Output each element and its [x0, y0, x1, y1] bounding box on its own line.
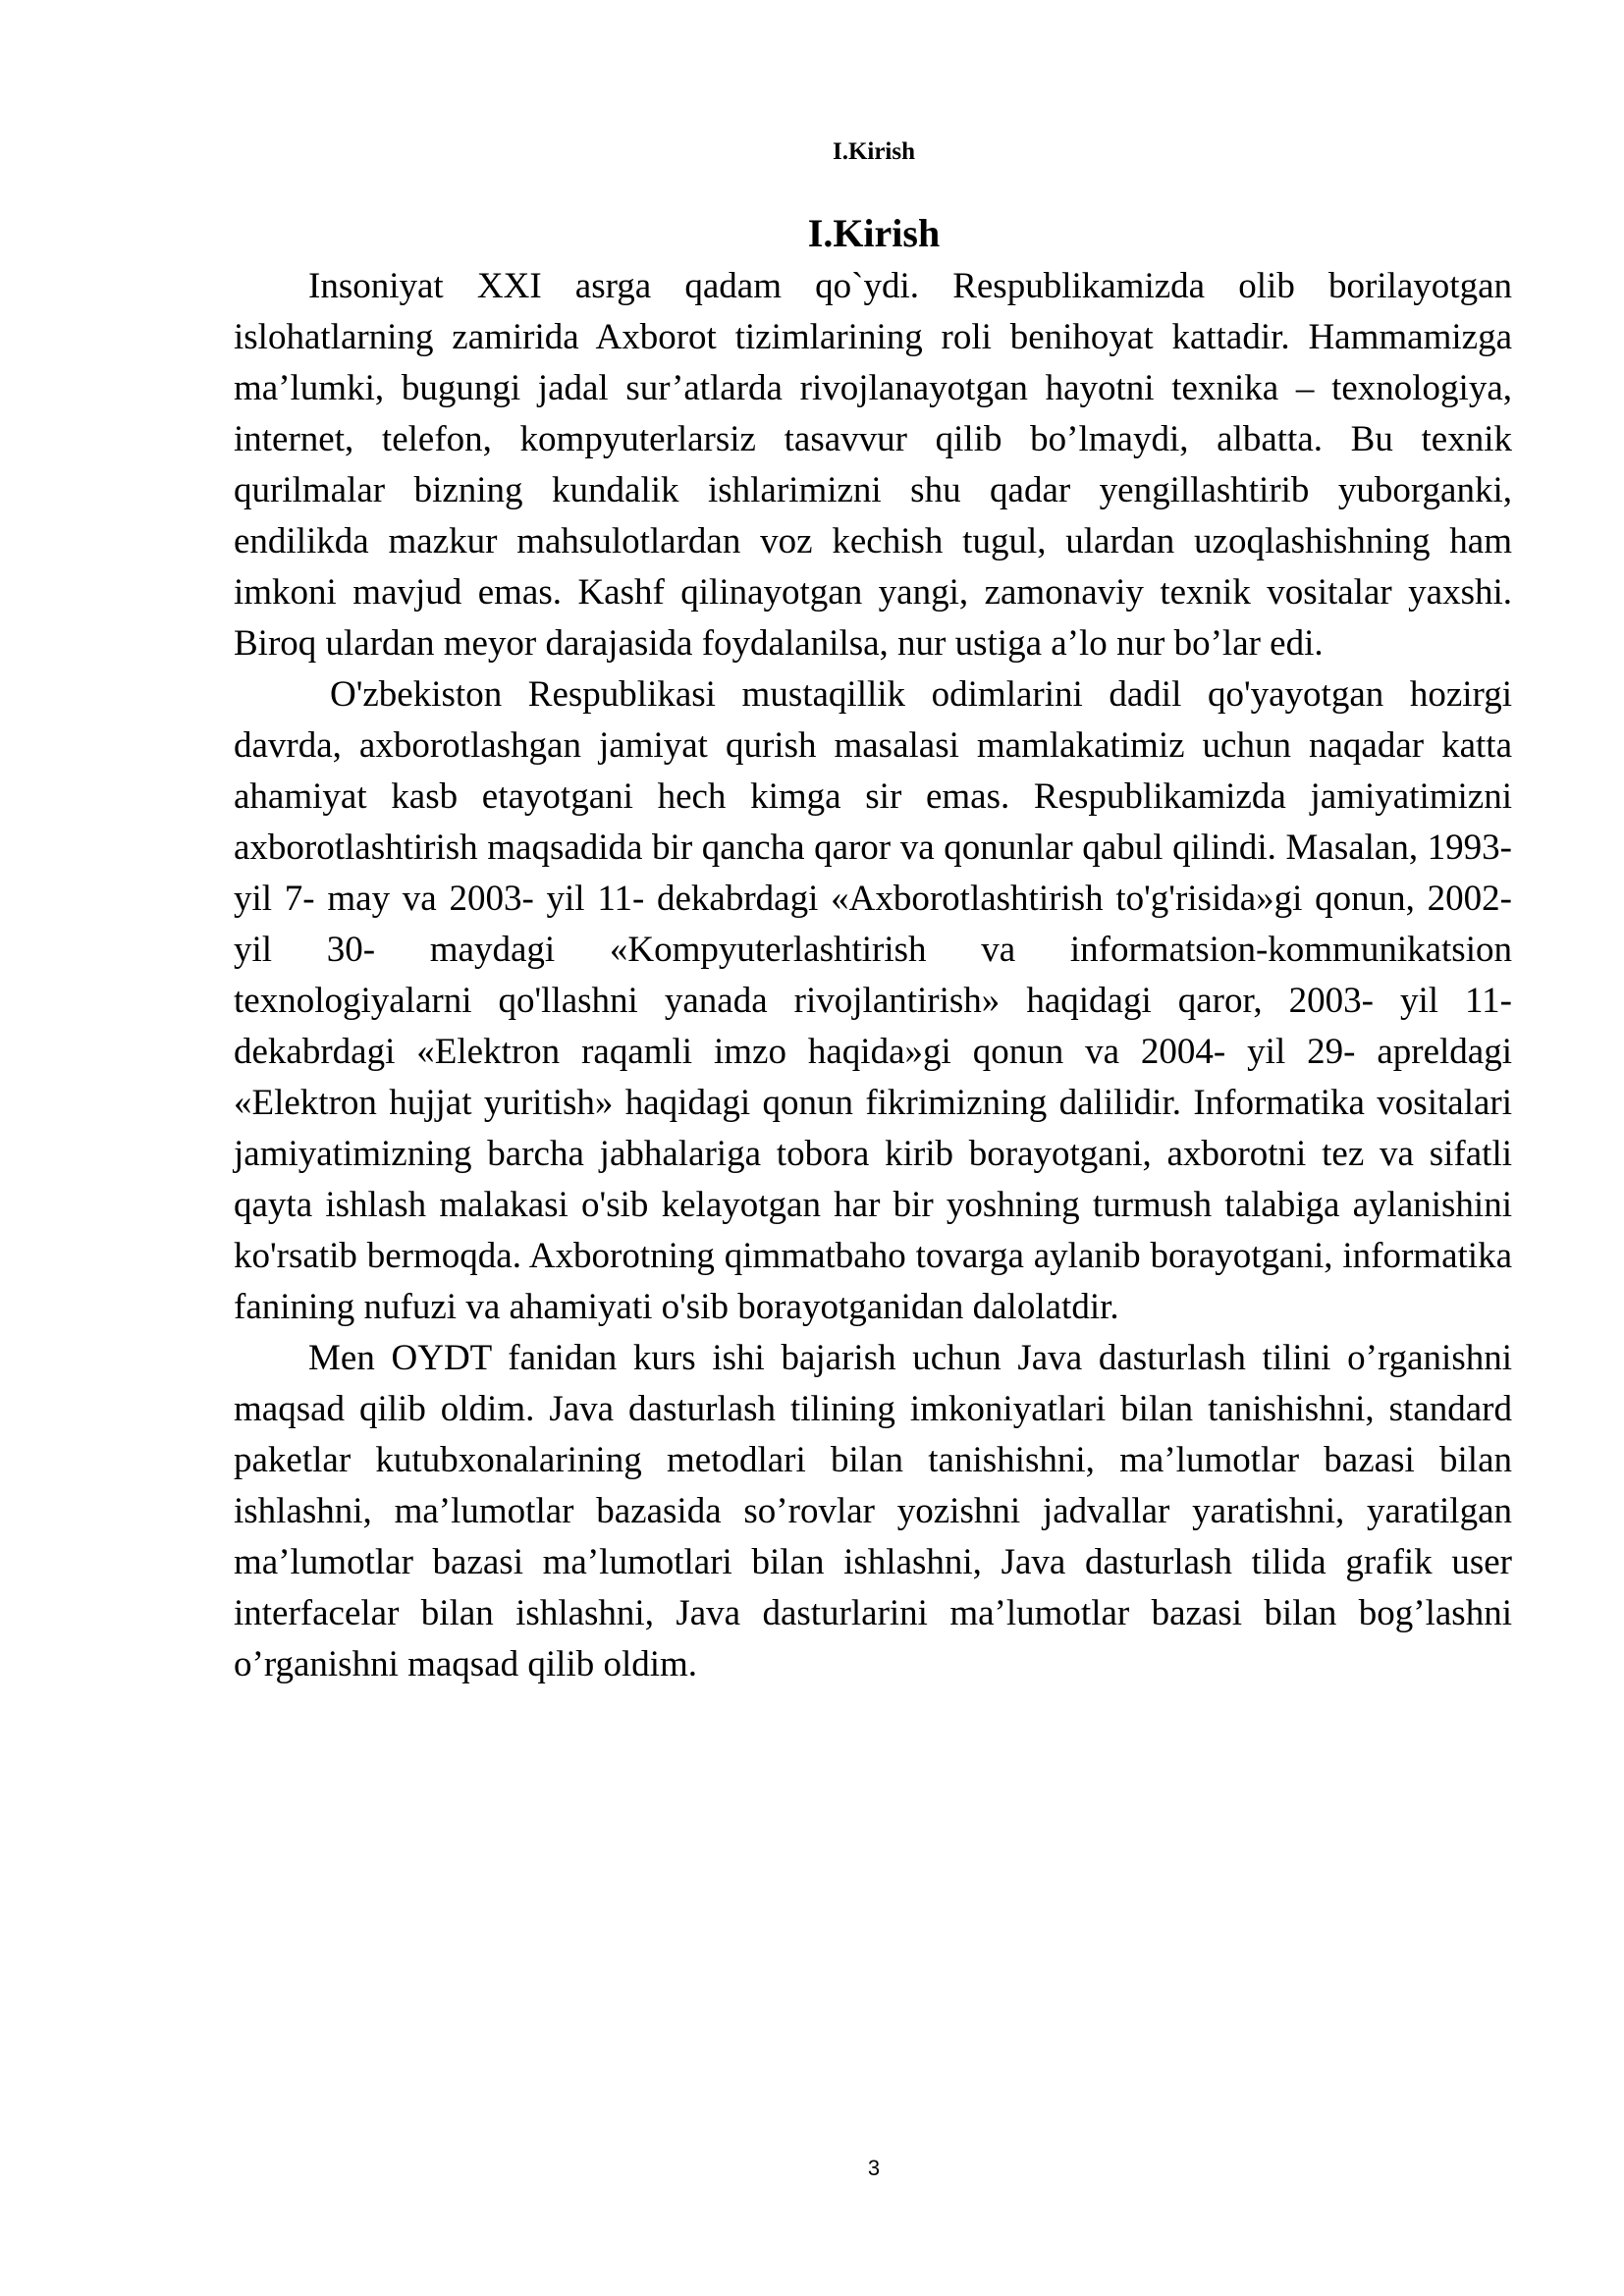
- paragraph-intro: Insoniyat XXI asrga qadam qo`ydi. Respublikamizda olib borilayotgan islohatlarning zamirida Axborot tizimlarining roli benihoyat kattadir. Hammamizga ma’lumki, bugungi jadal sur’atlarda rivojlanayotgan hayotni texnika – texnologiya, internet, telefon, kompyuterlarsiz tasavvur qilib bo’lmaydi, albatta. Bu texnik qurilmalar bizning kundalik ishlarimizni shu qadar yengillashtirib yuborganki, endilikda mazkur mahsulotlardan voz kechish tugul, ulardan uzoqlashishning ham imkoni mavjud emas. Kashf qilinayotgan yangi, zamonaviy texnik vositalar yaxshi. Biroq ulardan meyor darajasida foydalanilsa, nur ustiga a’lo nur bo’lar edi.: [234, 266, 1512, 664]
- paragraph-course-goal: Men OYDT fanidan kurs ishi bajarish uchun Java dasturlash tilini o’rganishni maqsad qilib oldim. Java dasturlash tilining imkoniyatlari bilan tanishishni, standard paketlar kutubxonalarining metodlari bilan tanishishni, ma’lumotlar bazasi bilan ishlashni, ma’lumotlar bazasida so’rovlar yozishni jadvallar yaratishni, yaratilgan ma’lumotlar bazasi ma’lumotlari bilan ishlashni, Java dasturlash tilida grafik user interfacelar bilan ishlashni, Java dasturlarini ma’lumotlar bazasi bilan bog’lashni o’rganishni maqsad qilib oldim.: [234, 1338, 1512, 1684]
- page-number: 3: [867, 2156, 881, 2180]
- running-header-title: I.Kirish: [832, 138, 916, 165]
- section-heading: I.Kirish: [807, 211, 941, 255]
- paragraph-informatization: O'zbekiston Respublikasi mustaqillik odimlarini dadil qo'yayotgan hozirgi davrda, axborotlashgan jamiyat qurish masalasi mamlakatimiz uchun naqadar katta ahamiyat kasb etayotgani hech kimga sir emas. Respublikamizda jamiyatimizni axborotlashtirish maqsadida bir qancha qaror va qonunlar qabul qilindi. Masalan, 1993- yil 7- may va 2003- yil 11- dekabrdagi «Axborotlashtirish to'g'risida»gi qonun, 2002- yil 30- maydagi «Kompyuterlashtirish va informatsion-kommunikatsion texnologiyalarni qo'llashni yanada rivojlantirish» haqidagi qaror, 2003- yil 11- dekabrdagi «Elektron raqamli imzo haqida»gi qonun va 2004- yil 29- apreldagi «Elektron hujjat yuritish» haqidagi qonun fikrimizning dalilidir. Informatika vositalari jamiyatimizning barcha jabhalariga tobora kirib borayotgani, axborotni tez va sifatli qayta ishlash malakasi o'sib kelayotgan har bir yoshning turmush talabiga aylanishini ko'rsatib bermoqda. Axborotning qimmatbaho tovarga aylanib borayotgani, informatika fanining nufuzi va ahamiyati o'sib borayotganidan dalolatdir.: [234, 674, 1512, 1327]
- body-text: [234, 261, 1512, 1690]
